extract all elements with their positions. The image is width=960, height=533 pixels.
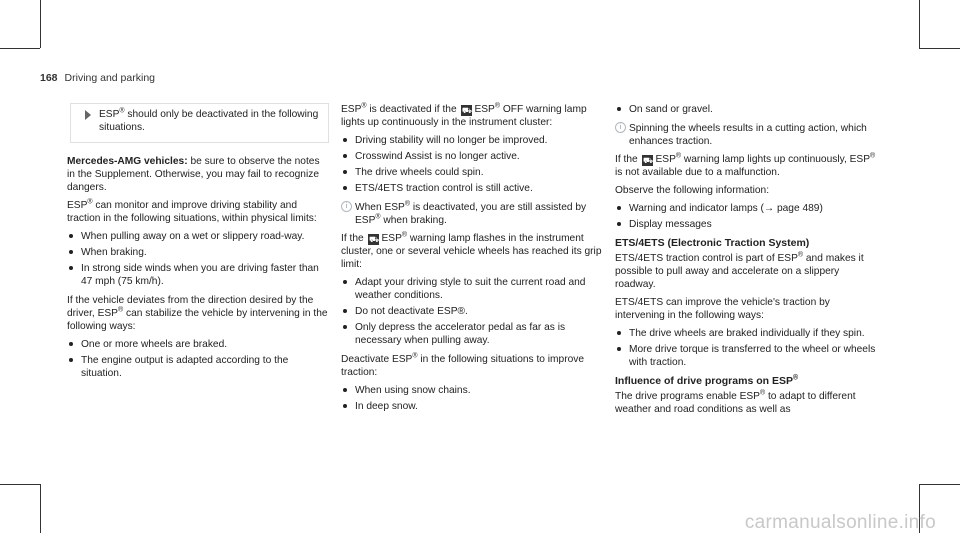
list-item: ETS/4ETS traction control is still active. <box>341 182 603 195</box>
list-item: When braking. <box>67 246 329 259</box>
watermark: carmanualsonline.info <box>744 512 936 533</box>
intervention-list <box>67 338 329 380</box>
crop-mark <box>919 48 960 49</box>
esp-warning-icon: ⛟ <box>642 156 654 165</box>
list-item: Adapt your driving style to suit the current road and weather conditions. <box>341 276 603 302</box>
situations-list <box>67 230 329 288</box>
continued-list <box>615 103 877 116</box>
info-note: i When ESP® is deactivated, you are still assisted by ESP® when braking. <box>341 201 603 227</box>
observe-paragraph: Observe the following information: <box>615 185 770 196</box>
deactivated-effects-list <box>341 134 603 195</box>
page-number: 168 <box>40 72 58 84</box>
ets-improve-paragraph: ETS/4ETS can improve the vehicle's traction by intervening in the following ways: <box>615 297 830 321</box>
list-item: Warning and indicator lamps (→ page 489) <box>615 202 877 215</box>
column-2 <box>341 103 603 419</box>
column-1 <box>67 103 329 386</box>
info-note: i Spinning the wheels results in a cutting action, which enhances traction. <box>615 122 877 148</box>
list-item: The drive wheels could spin. <box>341 166 603 179</box>
list-item: In deep snow. <box>341 400 603 413</box>
deviates-paragraph: If the vehicle deviates from the direction desired by the driver, ESP® can stabilize the vehicle by intervening in the following ways: <box>67 295 328 332</box>
ets-paragraph: ETS/4ETS traction control is part of ESP® and makes it possible to pull away and accelerate on a slippery roadway. <box>615 251 864 290</box>
list-item: Display messages <box>615 218 877 231</box>
list-item: The drive wheels are braked individually if they spin. <box>615 327 877 340</box>
list-item: When using snow chains. <box>341 384 603 397</box>
list-item: One or more wheels are braked. <box>67 338 329 351</box>
list-item: When pulling away on a wet or slippery road-way. <box>67 230 329 243</box>
info-icon: i <box>341 201 352 212</box>
crop-mark <box>919 484 960 485</box>
observe-list <box>615 202 877 231</box>
info-icon: i <box>615 122 626 133</box>
malfunction-paragraph: If the ⛟ ESP® warning lamp lights up continuously, ESP® is not available due to a malfunction. <box>615 152 876 178</box>
list-item: The engine output is adapted according to the situation. <box>67 354 329 380</box>
grip-limit-list <box>341 276 603 347</box>
amg-paragraph: Mercedes-AMG vehicles: be sure to observe the notes in the Supplement. Otherwise, you may fail to recognize dangers. <box>67 156 320 193</box>
influence-heading: Influence of drive programs on ESP® <box>615 374 799 387</box>
esp-paragraph: ESP® can monitor and improve driving stability and traction in the following situations, within physical limits: <box>67 198 317 224</box>
deactivate-paragraph: Deactivate ESP® in the following situations to improve traction: <box>341 352 585 378</box>
page-header <box>40 72 155 85</box>
ets-list <box>615 327 877 369</box>
list-item: Only depress the accelerator pedal as far as is necessary when pulling away. <box>341 321 603 347</box>
crop-mark <box>0 48 40 49</box>
column-3 <box>615 103 877 421</box>
crop-mark <box>40 484 41 533</box>
esp-warning-icon: ⛟ <box>368 235 380 244</box>
section-title: Driving and parking <box>64 72 155 84</box>
crop-mark <box>919 0 920 48</box>
esp-off-warning-icon: ⛟ <box>461 106 472 115</box>
crop-mark <box>0 484 40 485</box>
instruction-box <box>70 103 329 143</box>
instruction-arrow-icon <box>85 110 91 120</box>
instruction-text: ESP® should only be deactivated in the following situations. <box>99 107 319 133</box>
list-item: In strong side winds when you are driving faster than 47 mph (75 km/h). <box>67 262 329 288</box>
flash-paragraph: If the ⛟ ESP® warning lamp flashes in the instrument cluster, one or several vehicle wheels has reached its grip limit: <box>341 231 602 270</box>
list-item: Do not deactivate ESP®. <box>341 305 603 318</box>
crop-mark <box>40 0 41 48</box>
list-item: Driving stability will no longer be improved. <box>341 134 603 147</box>
ets-heading: ETS/4ETS (Electronic Traction System) <box>615 237 810 249</box>
list-item: Crosswind Assist is no longer active. <box>341 150 603 163</box>
deactivate-situations-list <box>341 384 603 413</box>
list-item: On sand or gravel. <box>615 103 877 116</box>
list-item: More drive torque is transferred to the wheel or wheels with traction. <box>615 343 877 369</box>
deactivated-paragraph: ESP® is deactivated if the ⛟ ESP® OFF warning lamp lights up continuously in the instrument cluster: <box>341 102 587 128</box>
influence-paragraph: The drive programs enable ESP® to adapt to different weather and road conditions as well as <box>615 389 856 415</box>
